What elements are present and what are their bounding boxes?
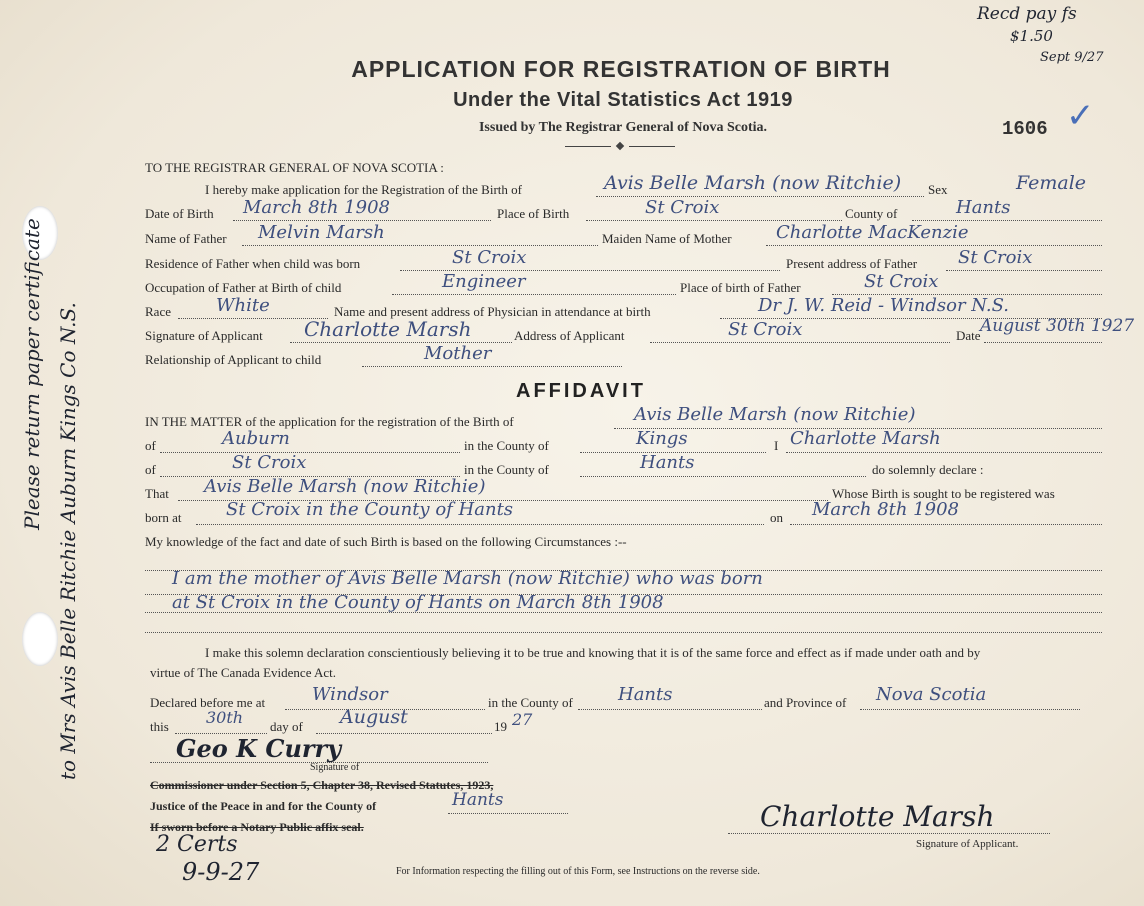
year-prefix: 19 bbox=[494, 719, 507, 734]
pob-label: Place of Birth bbox=[497, 206, 570, 221]
declared-county: Hants bbox=[618, 684, 673, 705]
jp-county: Hants bbox=[452, 790, 504, 810]
in-county-label-2: in the County of bbox=[464, 462, 549, 477]
signature-label: Signature of Applicant bbox=[145, 328, 263, 343]
province-label: and Province of bbox=[764, 695, 847, 710]
county-1: Kings bbox=[636, 428, 688, 449]
of-place-2: St Croix bbox=[232, 452, 307, 473]
margin-note-line-2: to Mrs Avis Belle Ritchie Auburn Kings Co N.S. bbox=[56, 302, 80, 780]
pob-value: St Croix bbox=[645, 197, 720, 218]
year: 27 bbox=[512, 710, 533, 729]
i-label: I bbox=[774, 438, 779, 453]
issued-by: Issued by The Registrar General of Nova Scotia. bbox=[478, 120, 768, 135]
relationship-label: Relationship of Applicant to child bbox=[145, 352, 322, 367]
applicant-signature-label: Signature of Applicant. bbox=[916, 838, 1019, 850]
dob-line bbox=[233, 220, 491, 221]
address-value: St Croix bbox=[728, 319, 803, 340]
address-label: Address of Applicant bbox=[514, 328, 625, 343]
physician-value: Dr J. W. Reid - Windsor N.S. bbox=[758, 295, 1010, 316]
address-line bbox=[650, 342, 950, 343]
born-label: born at bbox=[145, 510, 182, 525]
circumstance-1: I am the mother of Avis Belle Marsh (now Ritchie) who was born bbox=[172, 568, 763, 589]
occupation-line bbox=[392, 294, 676, 295]
circumstance-2: at St Croix in the County of Hants on March 8th 1908 bbox=[172, 592, 664, 613]
whose-label: Whose Birth is sought to be registered was bbox=[832, 486, 1055, 501]
present-address-label: Present address of Father bbox=[786, 256, 918, 271]
born-at: St Croix in the County of Hants bbox=[226, 499, 514, 520]
signature-value: Charlotte Marsh bbox=[304, 317, 472, 341]
father-birthplace-value: St Croix bbox=[864, 271, 939, 292]
official-signature: Geo K Curry bbox=[176, 734, 342, 763]
commissioner-label: Commissioner under Section 5, Chapter 38, Revised Statutes, 1923, bbox=[150, 778, 494, 792]
declare-label: do solemnly declare : bbox=[872, 462, 984, 477]
sex-value: Female bbox=[1016, 172, 1087, 194]
born-on-line bbox=[790, 524, 1102, 525]
race-value: White bbox=[216, 295, 270, 316]
child-name: Avis Belle Marsh (now Ritchie) bbox=[604, 172, 902, 194]
father-line bbox=[242, 245, 598, 246]
county-2: Hants bbox=[640, 452, 695, 473]
sex-label: Sex bbox=[928, 182, 948, 197]
month: August bbox=[340, 706, 408, 728]
solemn-text-2: virtue of The Canada Evidence Act. bbox=[150, 665, 337, 680]
pob-line bbox=[586, 220, 842, 221]
of-place-1: Auburn bbox=[222, 428, 290, 449]
jp-county-line bbox=[448, 813, 568, 814]
applicant-signature: Charlotte Marsh bbox=[760, 800, 995, 833]
of-label-2: of bbox=[145, 462, 156, 477]
county-label: County of bbox=[845, 206, 898, 221]
registration-number: 1606 bbox=[1002, 118, 1048, 140]
mother-line bbox=[766, 245, 1102, 246]
checkmark-icon: ✓ bbox=[1066, 96, 1095, 136]
race-label: Race bbox=[145, 304, 171, 319]
province-line bbox=[860, 709, 1080, 710]
intro-label: I hereby make application for the Registration of the Birth of bbox=[205, 182, 522, 197]
date-label: Date bbox=[956, 328, 981, 343]
signature-of-label: Signature of bbox=[310, 762, 360, 773]
notary-label: If sworn before a Notary Public affix seal. bbox=[150, 820, 364, 834]
solemn-text-1: I make this solemn declaration conscientiously believing it to be true and knowing that it is of the same force and effect as if made under oath and by bbox=[205, 645, 981, 660]
addressee: TO THE REGISTRAR GENERAL OF NOVA SCOTIA : bbox=[145, 160, 444, 175]
of-line-1 bbox=[160, 452, 460, 453]
present-address-value: St Croix bbox=[958, 247, 1033, 268]
physician-label: Name and present address of Physician in attendance at birth bbox=[334, 304, 651, 319]
matter-name: Avis Belle Marsh (now Ritchie) bbox=[634, 404, 916, 425]
date-value: August 30th 1927 bbox=[980, 316, 1135, 336]
in-county-label-1: in the County of bbox=[464, 438, 549, 453]
declarant: Charlotte Marsh bbox=[790, 428, 941, 449]
page-title: APPLICATION FOR REGISTRATION OF BIRTH bbox=[351, 56, 891, 82]
province: Nova Scotia bbox=[876, 684, 987, 705]
corner-note-date: Sept 9/27 bbox=[1040, 50, 1104, 65]
bottom-note-certs: 2 Certs bbox=[156, 832, 238, 857]
footer-note: For Information respecting the filling out of this Form, see Instructions on the reverse side. bbox=[396, 866, 760, 877]
declared-at: Windsor bbox=[312, 684, 388, 705]
matter-label: IN THE MATTER of the application for the registration of the Birth of bbox=[145, 414, 514, 429]
dob-label: Date of Birth bbox=[145, 206, 214, 221]
month-line bbox=[316, 733, 492, 734]
ornament-divider bbox=[565, 143, 675, 149]
declared-county-line bbox=[578, 709, 762, 710]
page-subtitle: Under the Vital Statistics Act 1919 bbox=[453, 89, 793, 111]
applicant-signature-line bbox=[728, 833, 1050, 834]
circumstance-line-4 bbox=[145, 632, 1102, 633]
declared-county-label: in the County of bbox=[488, 695, 573, 710]
bottom-note-date: 9-9-27 bbox=[182, 858, 260, 886]
day: 30th bbox=[206, 708, 244, 727]
relationship-value: Mother bbox=[424, 343, 492, 364]
dob-value: March 8th 1908 bbox=[243, 197, 390, 218]
born-on: March 8th 1908 bbox=[812, 499, 959, 520]
affidavit-heading: AFFIDAVIT bbox=[516, 380, 646, 402]
father-birthplace-label: Place of birth of Father bbox=[680, 280, 801, 295]
that-label: That bbox=[145, 486, 169, 501]
knowledge-label: My knowledge of the fact and date of such Birth is based on the following Circumstances :-- bbox=[145, 534, 627, 549]
residence-value: St Croix bbox=[452, 247, 527, 268]
on-label: on bbox=[770, 510, 783, 525]
declarant-line bbox=[786, 452, 1102, 453]
this-label: this bbox=[150, 719, 169, 734]
that-name: Avis Belle Marsh (now Ritchie) bbox=[204, 476, 486, 497]
county-line-2 bbox=[580, 476, 866, 477]
jp-label: Justice of the Peace in and for the County of bbox=[150, 799, 377, 813]
declared-label: Declared before me at bbox=[150, 695, 266, 710]
occupation-value: Engineer bbox=[442, 271, 526, 292]
of-label-1: of bbox=[145, 438, 156, 453]
relationship-line bbox=[362, 366, 622, 367]
present-address-line bbox=[946, 270, 1102, 271]
occupation-label: Occupation of Father at Birth of child bbox=[145, 280, 342, 295]
residence-label: Residence of Father when child was born bbox=[145, 256, 361, 271]
punch-hole bbox=[22, 612, 58, 666]
margin-note-line-1: Please return paper certificate bbox=[20, 218, 44, 530]
father-label: Name of Father bbox=[145, 231, 227, 246]
mother-label: Maiden Name of Mother bbox=[602, 231, 732, 246]
mother-value: Charlotte MacKenzie bbox=[776, 222, 969, 243]
county-line bbox=[912, 220, 1102, 221]
born-at-line bbox=[196, 524, 764, 525]
day-of-label: day of bbox=[270, 719, 303, 734]
county-value: Hants bbox=[956, 197, 1011, 218]
corner-note-received: Recd pay fs bbox=[977, 4, 1077, 24]
date-line bbox=[984, 342, 1102, 343]
corner-note-fee: $1.50 bbox=[1010, 27, 1053, 45]
father-value: Melvin Marsh bbox=[258, 222, 385, 243]
